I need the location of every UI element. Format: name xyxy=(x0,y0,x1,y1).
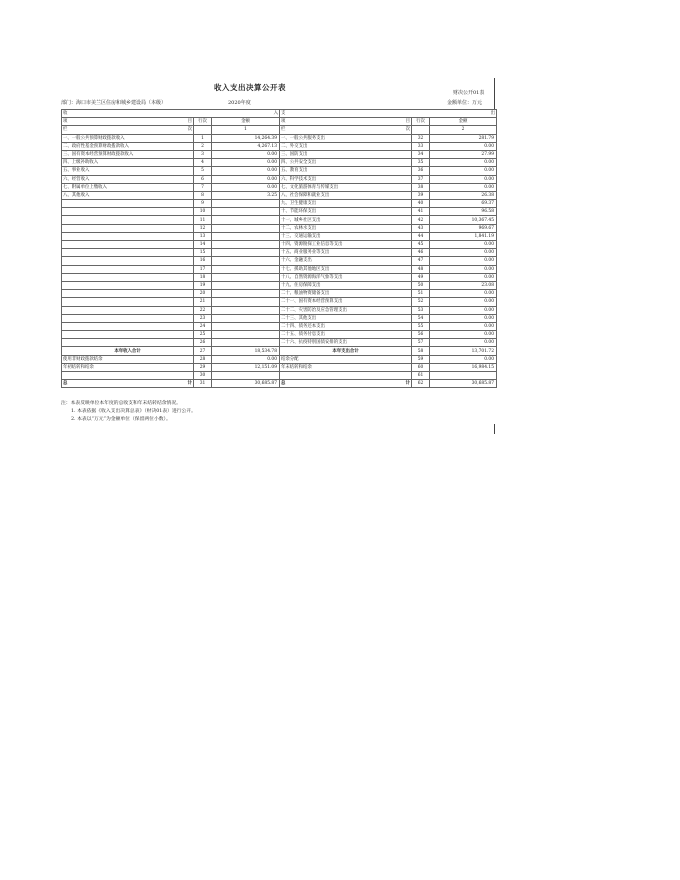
expense-row-no: 56 xyxy=(412,331,430,339)
income-amount xyxy=(212,224,280,232)
expense-row-no: 35 xyxy=(412,159,430,167)
header-amount: 金额 xyxy=(212,118,280,126)
income-total-no: 31 xyxy=(194,380,212,388)
income-item xyxy=(62,339,194,347)
expense-row-no: 60 xyxy=(412,363,430,371)
income-row-no: 19 xyxy=(194,281,212,289)
income-row-no: 15 xyxy=(194,249,212,257)
table-row xyxy=(62,159,497,167)
expense-amount: 0.00 xyxy=(430,159,497,167)
form-code: 财决公开01表 xyxy=(453,90,485,96)
income-item xyxy=(62,200,194,208)
header-row-section xyxy=(62,110,497,118)
table-row xyxy=(62,298,497,306)
expense-item: 四、公共安全支出 xyxy=(280,159,412,167)
expense-row-no: 37 xyxy=(412,175,430,183)
expense-total-no: 62 xyxy=(412,380,430,388)
table-row xyxy=(62,290,497,298)
income-row-no: 17 xyxy=(194,265,212,273)
expense-amount: 0.00 xyxy=(430,257,497,265)
income-item xyxy=(62,290,194,298)
expense-total-label-part-2: 计 xyxy=(405,381,410,387)
expense-row-no: 42 xyxy=(412,216,430,224)
expense-item: 二十、粮油物资储备支出 xyxy=(280,290,412,298)
expense-amount: 27.99 xyxy=(430,150,497,158)
income-amount: 0.00 xyxy=(212,183,280,191)
note-line: 注：本表反映单位本年度的总收支和年末结转结余情况。 xyxy=(61,401,181,406)
expense-item: 十、节能环保支出 xyxy=(280,208,412,216)
expense-row-no: 32 xyxy=(412,134,430,142)
expense-row-no: 61 xyxy=(412,372,430,380)
income-row-no: 25 xyxy=(194,331,212,339)
income-item: 使用非财政拨款结余 xyxy=(62,355,194,363)
expense-item xyxy=(280,372,412,380)
expense-item: 二十六、抗疫特别国债安排的支出 xyxy=(280,339,412,347)
header-item-cell xyxy=(62,118,194,126)
income-row-no: 18 xyxy=(194,273,212,281)
header-col-cell-2 xyxy=(280,126,412,134)
expense-row-no: 43 xyxy=(412,224,430,232)
table-row xyxy=(62,331,497,339)
income-amount xyxy=(212,216,280,224)
income-item xyxy=(62,249,194,257)
expense-item: 十九、住房保障支出 xyxy=(280,281,412,289)
expense-item: 八、社会保障和就业支出 xyxy=(280,191,412,199)
income-item xyxy=(62,208,194,216)
header-expense-label-2: 出 xyxy=(490,111,495,117)
header-col-cell xyxy=(62,126,194,134)
expense-item: 三、国防支出 xyxy=(280,150,412,158)
notes xyxy=(61,400,196,424)
income-row-no: 7 xyxy=(194,183,212,191)
header-amount-2: 金额 xyxy=(430,118,497,126)
income-amount: 0.00 xyxy=(212,150,280,158)
income-item xyxy=(62,232,194,240)
table-row xyxy=(62,257,497,265)
note-line: 2. 本表以“万元”为金额单位（保留两位小数）。 xyxy=(71,417,171,422)
income-row-no: 3 xyxy=(194,150,212,158)
income-item xyxy=(62,372,194,380)
expense-item: 七、文化旅游体育与传媒支出 xyxy=(280,183,412,191)
page-title: 收入支出决算公开表 xyxy=(214,83,286,92)
income-amount: 4,267.13 xyxy=(212,142,280,150)
income-row-no: 8 xyxy=(194,191,212,199)
expense-amount: 69.37 xyxy=(430,200,497,208)
expense-row-no: 53 xyxy=(412,306,430,314)
expense-amount: 26.38 xyxy=(430,191,497,199)
expense-row-no: 47 xyxy=(412,257,430,265)
table-row xyxy=(62,216,497,224)
expense-amount: 969.67 xyxy=(430,224,497,232)
income-row-no: 2 xyxy=(194,142,212,150)
expense-row-no: 45 xyxy=(412,241,430,249)
table-row xyxy=(62,273,497,281)
expense-amount: 96.58 xyxy=(430,208,497,216)
income-amount xyxy=(212,265,280,273)
table-row xyxy=(62,191,497,199)
income-item: 七、附属单位上缴收入 xyxy=(62,183,194,191)
expense-total-label xyxy=(280,380,412,388)
table-row xyxy=(62,142,497,150)
header-row-colno xyxy=(62,126,497,134)
expense-amount: 0.00 xyxy=(430,355,497,363)
expense-item: 年末结转和结余 xyxy=(280,363,412,371)
income-amount xyxy=(212,306,280,314)
header-item-right-2: 目 xyxy=(405,119,410,125)
expense-row-no: 40 xyxy=(412,200,430,208)
header-item-right: 目 xyxy=(187,119,192,125)
header-col-right-2: 次 xyxy=(405,127,410,133)
expense-item: 结余分配 xyxy=(280,355,412,363)
expense-item: 十八、自然资源海洋气象等支出 xyxy=(280,273,412,281)
income-subtotal-label: 本年收入合计 xyxy=(62,347,194,355)
expense-row-no: 33 xyxy=(412,142,430,150)
header-item-left-2: 项 xyxy=(281,119,286,125)
header-item-cell-2 xyxy=(280,118,412,126)
expense-amount: 0.00 xyxy=(430,322,497,330)
income-item xyxy=(62,306,194,314)
expense-item: 十七、援助其他地区支出 xyxy=(280,265,412,273)
expense-item: 十六、金融支出 xyxy=(280,257,412,265)
header-col2: 2 xyxy=(430,126,497,134)
expense-row-no: 51 xyxy=(412,290,430,298)
income-amount xyxy=(212,249,280,257)
income-row-no: 26 xyxy=(194,339,212,347)
income-row-no: 30 xyxy=(194,372,212,380)
income-row-no: 10 xyxy=(194,208,212,216)
expense-amount: 0.00 xyxy=(430,298,497,306)
expense-item: 九、卫生健康支出 xyxy=(280,200,412,208)
expense-item: 一、一般公共服务支出 xyxy=(280,134,412,142)
income-row-no: 14 xyxy=(194,241,212,249)
income-item xyxy=(62,281,194,289)
income-amount xyxy=(212,298,280,306)
income-amount xyxy=(212,273,280,281)
income-row-no: 21 xyxy=(194,298,212,306)
expense-amount: 281.79 xyxy=(430,134,497,142)
department-label: 部门：海口市美兰区住房和城乡建设局（本级） xyxy=(61,100,167,106)
income-item: 年初结转和结余 xyxy=(62,363,194,371)
income-subtotal-amount: 18,534.78 xyxy=(212,347,280,355)
header-row-no: 行次 xyxy=(194,118,212,126)
table-row xyxy=(62,167,497,175)
expense-amount: 0.00 xyxy=(430,265,497,273)
income-total-label xyxy=(62,380,194,388)
income-row-no: 1 xyxy=(194,134,212,142)
income-expense-table xyxy=(61,109,497,388)
expense-amount: 0.00 xyxy=(430,249,497,257)
expense-item: 十二、农林水支出 xyxy=(280,224,412,232)
expense-row-no: 46 xyxy=(412,249,430,257)
income-amount xyxy=(212,314,280,322)
income-row-no: 12 xyxy=(194,224,212,232)
total-row xyxy=(62,380,497,388)
expense-row-no: 52 xyxy=(412,298,430,306)
header-row-columns xyxy=(62,118,497,126)
expense-amount: 1,841.19 xyxy=(430,232,497,240)
income-subtotal-no: 27 xyxy=(194,347,212,355)
table-row xyxy=(62,281,497,289)
income-amount xyxy=(212,241,280,249)
header-col-left: 栏 xyxy=(63,127,68,133)
table-row xyxy=(62,150,497,158)
income-amount xyxy=(212,208,280,216)
income-item xyxy=(62,216,194,224)
expense-amount: 0.00 xyxy=(430,142,497,150)
income-amount xyxy=(212,281,280,289)
income-amount xyxy=(212,339,280,347)
header-income-cell xyxy=(62,110,280,118)
income-row-no: 22 xyxy=(194,306,212,314)
table-row xyxy=(62,183,497,191)
table-row xyxy=(62,224,497,232)
expense-row-no: 48 xyxy=(412,265,430,273)
expense-amount: 0.00 xyxy=(430,183,497,191)
expense-amount: 0.00 xyxy=(430,290,497,298)
expense-subtotal-label: 本年支出合计 xyxy=(280,347,412,355)
expense-row-no: 38 xyxy=(412,183,430,191)
income-amount xyxy=(212,257,280,265)
expense-subtotal-amount: 13,701.72 xyxy=(430,347,497,355)
header-col1: 1 xyxy=(212,126,280,134)
expense-total-amount: 30,685.87 xyxy=(430,380,497,388)
expense-item: 二十一、国有资本经营预算支出 xyxy=(280,298,412,306)
expense-item: 十三、交通运输支出 xyxy=(280,232,412,240)
expense-item: 二十四、债务还本支出 xyxy=(280,322,412,330)
income-amount xyxy=(212,200,280,208)
margin-line-top xyxy=(494,78,495,110)
margin-line-bottom xyxy=(494,424,495,434)
income-item xyxy=(62,257,194,265)
income-row-no: 13 xyxy=(194,232,212,240)
expense-row-no: 41 xyxy=(412,208,430,216)
income-item xyxy=(62,273,194,281)
expense-item: 十一、城乡社区支出 xyxy=(280,216,412,224)
income-amount xyxy=(212,290,280,298)
income-item xyxy=(62,224,194,232)
header-income-label: 收 xyxy=(63,111,68,117)
expense-amount: 0.00 xyxy=(430,273,497,281)
table-row xyxy=(62,208,497,216)
header-expense-cell xyxy=(280,110,497,118)
income-row-no: 4 xyxy=(194,159,212,167)
table-row xyxy=(62,232,497,240)
income-row-no: 9 xyxy=(194,200,212,208)
header-blank-2 xyxy=(412,126,430,134)
income-amount: 3.25 xyxy=(212,191,280,199)
income-item xyxy=(62,265,194,273)
expense-amount: 0.00 xyxy=(430,241,497,249)
income-item: 一、一般公共预算财政拨款收入 xyxy=(62,134,194,142)
table-row xyxy=(62,175,497,183)
table-row xyxy=(62,265,497,273)
income-item xyxy=(62,331,194,339)
income-amount xyxy=(212,331,280,339)
income-row-no: 24 xyxy=(194,322,212,330)
income-amount xyxy=(212,372,280,380)
income-row-no: 20 xyxy=(194,290,212,298)
header-blank xyxy=(194,126,212,134)
expense-item: 二、外交支出 xyxy=(280,142,412,150)
income-item: 六、经营收入 xyxy=(62,175,194,183)
expense-amount: 0.00 xyxy=(430,167,497,175)
income-item: 二、政府性基金预算财政拨款收入 xyxy=(62,142,194,150)
income-row-no: 11 xyxy=(194,216,212,224)
header-row-no-2: 行次 xyxy=(412,118,430,126)
table-row xyxy=(62,200,497,208)
expense-subtotal-no: 58 xyxy=(412,347,430,355)
expense-item: 十五、商业服务业等支出 xyxy=(280,249,412,257)
income-item xyxy=(62,298,194,306)
expense-item: 五、教育支出 xyxy=(280,167,412,175)
income-row-no: 23 xyxy=(194,314,212,322)
expense-total-label-part-1: 总 xyxy=(281,381,286,387)
income-row-no: 28 xyxy=(194,355,212,363)
expense-amount: 10,367.45 xyxy=(430,216,497,224)
expense-amount: 0.00 xyxy=(430,175,497,183)
income-item: 三、国有资本经营预算财政拨款收入 xyxy=(62,150,194,158)
table-row xyxy=(62,355,497,363)
table-row xyxy=(62,314,497,322)
unit-label: 金额单位：万元 xyxy=(447,100,483,106)
expense-row-no: 55 xyxy=(412,322,430,330)
header-col-right: 次 xyxy=(187,127,192,133)
income-row-no: 16 xyxy=(194,257,212,265)
expense-row-no: 44 xyxy=(412,232,430,240)
income-row-no: 6 xyxy=(194,175,212,183)
table-row xyxy=(62,372,497,380)
expense-item: 二十三、其他支出 xyxy=(280,314,412,322)
year-label: 2020年度 xyxy=(228,100,251,106)
expense-row-no: 39 xyxy=(412,191,430,199)
expense-amount xyxy=(430,372,497,380)
header-income-label-2: 入 xyxy=(273,111,278,117)
income-item: 五、事业收入 xyxy=(62,167,194,175)
income-total-label-part-1: 总 xyxy=(63,381,68,387)
subtotal-row xyxy=(62,347,497,355)
income-amount: 14,264.39 xyxy=(212,134,280,142)
expense-amount: 0.00 xyxy=(430,331,497,339)
expense-item: 十四、资源勘探工业信息等支出 xyxy=(280,241,412,249)
income-row-no: 29 xyxy=(194,363,212,371)
expense-row-no: 54 xyxy=(412,314,430,322)
expense-item: 二十二、灾害防治及应急管理支出 xyxy=(280,306,412,314)
income-item xyxy=(62,322,194,330)
income-item: 八、其他收入 xyxy=(62,191,194,199)
table-row xyxy=(62,322,497,330)
expense-amount: 16,984.15 xyxy=(430,363,497,371)
table-row xyxy=(62,134,497,142)
expense-amount: 0.00 xyxy=(430,306,497,314)
table-row xyxy=(62,249,497,257)
expense-row-no: 49 xyxy=(412,273,430,281)
income-amount: 0.00 xyxy=(212,167,280,175)
table-row xyxy=(62,339,497,347)
income-total-label-part-2: 计 xyxy=(187,381,192,387)
income-row-no: 5 xyxy=(194,167,212,175)
header-expense-label: 支 xyxy=(281,111,286,117)
expense-item: 二十五、债务付息支出 xyxy=(280,331,412,339)
income-amount xyxy=(212,322,280,330)
expense-row-no: 59 xyxy=(412,355,430,363)
header-item-left: 项 xyxy=(63,119,68,125)
income-amount: 0.00 xyxy=(212,175,280,183)
income-amount: 0.00 xyxy=(212,159,280,167)
table-row xyxy=(62,306,497,314)
expense-amount: 23.08 xyxy=(430,281,497,289)
expense-amount: 0.00 xyxy=(430,314,497,322)
income-item xyxy=(62,241,194,249)
expense-item: 六、科学技术支出 xyxy=(280,175,412,183)
income-amount: 12,151.09 xyxy=(212,363,280,371)
expense-row-no: 34 xyxy=(412,150,430,158)
income-amount: 0.00 xyxy=(212,355,280,363)
table-row xyxy=(62,241,497,249)
expense-amount: 0.00 xyxy=(430,339,497,347)
income-total-amount: 30,685.87 xyxy=(212,380,280,388)
header-col-left-2: 栏 xyxy=(281,127,286,133)
expense-row-no: 50 xyxy=(412,281,430,289)
income-item: 四、上级补助收入 xyxy=(62,159,194,167)
income-item xyxy=(62,314,194,322)
table-row xyxy=(62,363,497,371)
income-amount xyxy=(212,232,280,240)
expense-row-no: 36 xyxy=(412,167,430,175)
note-line: 1. 本表依据《收入支出决算总表》（财决01表）进行公开。 xyxy=(71,409,196,414)
expense-row-no: 57 xyxy=(412,339,430,347)
